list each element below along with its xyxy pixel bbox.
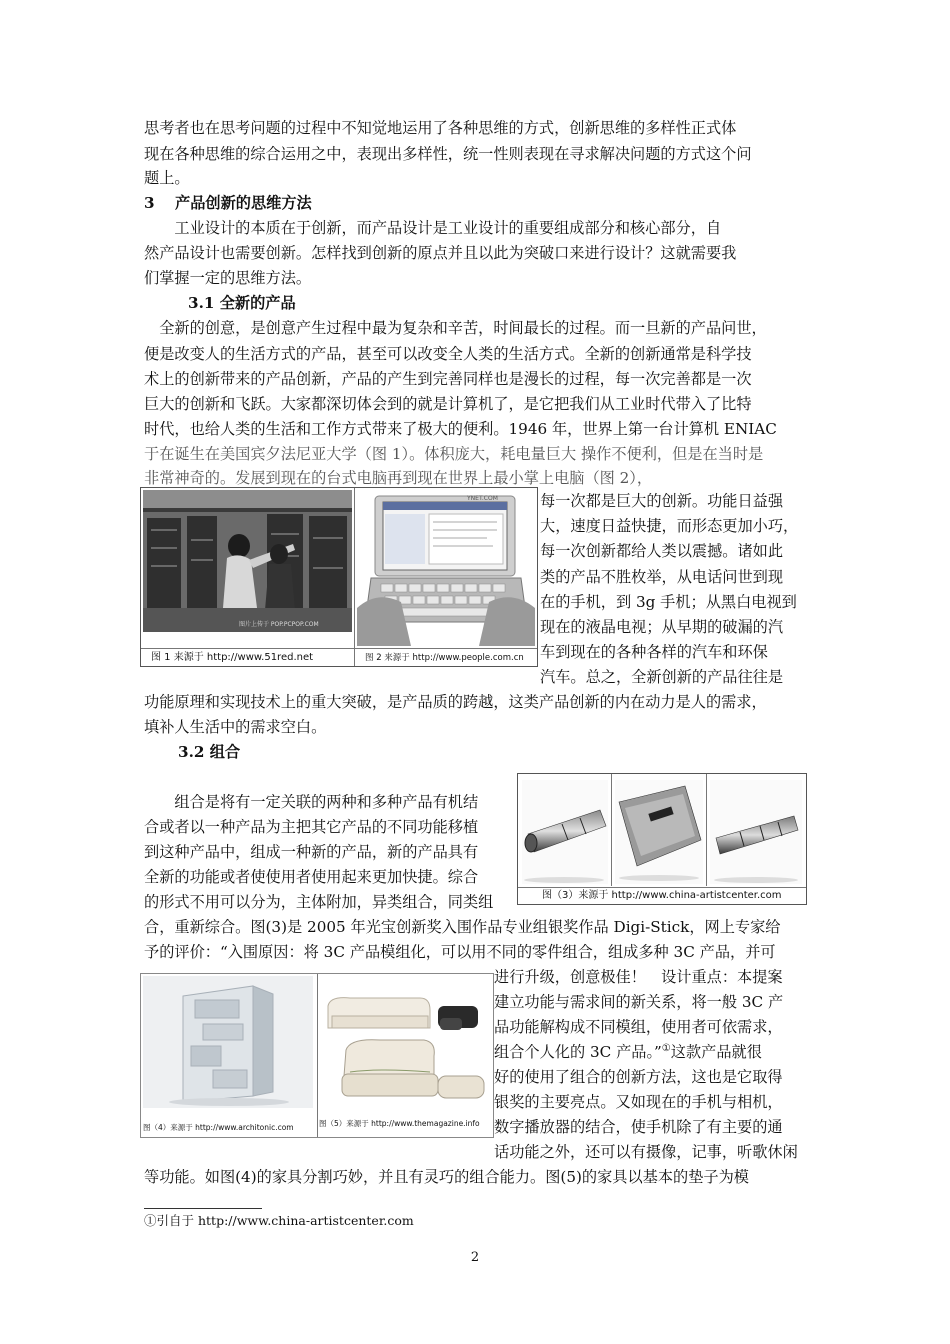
- right-4-tail: 这款产品就很: [670, 1043, 762, 1061]
- section-3-2-heading: 3.2 组合: [178, 743, 241, 761]
- section-3-2-left-1: 组合是将有一定关联的两种和多种产品有机结: [144, 793, 479, 811]
- side-line-6: 现在的液晶电视；从早期的破漏的汽: [540, 618, 783, 636]
- section-3-2-full-1: 合，重新综合。图(3)是 2005 年光宝创新奖入围作品专业组银奖作品 Digi-Stick，网上专家给: [144, 918, 781, 936]
- figure-1-2-frame: [140, 487, 538, 667]
- section-3-line-1: 工业设计的本质在于创新，而产品设计是工业设计的重要组成部分和核心部分，自: [144, 219, 722, 237]
- cushion-sofa-photo: [320, 976, 490, 1114]
- section-3-line-3: 们掌握一定的思维方法。: [144, 269, 312, 287]
- digi-stick-photo-1: [522, 780, 608, 884]
- side-line-8: 汽车。总之，全新创新的产品往往是: [540, 668, 783, 686]
- side-line-3: 每一次创新都给人类以震撼。诸如此: [540, 542, 783, 560]
- section-3-2-left-2: 合或者以一种产品为主把其它产品的不同功能移植: [144, 818, 479, 836]
- section-3-1-heading: 3.1 全新的产品: [188, 294, 296, 312]
- section-3-1-line-1: 全新的创意，是创意产生过程中最为复杂和辛苦，时间最长的过程。而一旦新的产品问世，: [144, 319, 767, 337]
- side-line-4: 类的产品不胜枚举，从电话问世到现: [540, 568, 783, 586]
- footnote-ref: ①: [661, 1042, 671, 1054]
- side-line-5: 在的手机，到 3g 手机；从黑白电视到: [540, 593, 797, 611]
- section-3-heading: 3 产品创新的思维方法: [144, 194, 312, 212]
- figure-5-caption: 图（5）来源于 http://www.themagazine.info: [319, 1119, 480, 1128]
- section-3-1-after-1: 功能原理和实现技术上的重大突破，是产品质的跨越，这类产品创新的内在动力是人的需求，: [144, 693, 767, 711]
- section-3-2-right-3: 品功能解构成不同模组，使用者可依需求，: [494, 1018, 783, 1036]
- intro-line-2: 现在各种思维的综合运用之中，表现出多样性，统一性则表现在寻求解决问题的方式这个问: [144, 145, 752, 163]
- intro-line-1: 思考者也在思考问题的过程中不知觉地运用了各种思维的方式，创新思维的多样性正式体: [144, 119, 737, 137]
- section-3-2-left-3: 到这种产品中，组成一种新的产品，新的产品具有: [144, 843, 479, 861]
- figure-4-caption: 图（4）来源于 http://www.architonic.com: [143, 1123, 294, 1132]
- section-3-2-right-2: 建立功能与需求间的新关系，将一般 3C 产: [494, 993, 784, 1011]
- section-3-2-last-line: 等功能。如图(4)的家具分割巧妙，并且有灵巧的组合能力。图(5)的家具以基本的垫子为模: [144, 1168, 749, 1186]
- digi-stick-photo-2: [615, 780, 703, 884]
- footnote: ①引自于 http://www.china-artistcenter.com: [144, 1213, 414, 1228]
- figure-4-5-frame: [140, 973, 494, 1138]
- fig1-watermark: 图片上传于 POP.PCPOP.COM: [239, 621, 319, 628]
- shelf-furniture-photo: [143, 976, 313, 1108]
- section-3-2-full-2: 予的评价：“入围原因：将 3C 产品模组化，可以用不同的零件组合，组成多种 3C 产品，并可: [144, 943, 776, 961]
- figure-1-caption: 图 1 来源于 http://www.51red.net: [151, 652, 314, 663]
- palmtop-photo: [357, 490, 535, 646]
- side-line-1: 每一次都是巨大的创新。功能日益强: [540, 492, 783, 510]
- section-3-2-right-5: 好的使用了组合的创新方法，这也是它取得: [494, 1068, 783, 1086]
- figure-3-caption: 图（3）来源于 http://www.china-artistcenter.com: [542, 890, 782, 901]
- fig2-watermark: YNET.COM: [467, 495, 498, 502]
- section-3-1-line-5: 时代，也给人类的生活和工作方式带来了极大的便利。1946 年，世界上第一台计算机 ENIAC: [144, 420, 777, 438]
- section-3-line-2: 然产品设计也需要创新。怎样找到创新的原点并且以此为突破口来进行设计？这就需要我: [144, 244, 737, 262]
- eniac-photo: [143, 490, 352, 632]
- section-3-1-line-4: 巨大的创新和飞跃。大家都深切体会到的就是计算机了，是它把我们从工业时代带入了比特: [144, 395, 752, 413]
- section-3-2-left-4: 全新的功能或者使使用者使用起来更加快捷。综合: [144, 868, 479, 886]
- digi-stick-photo-3: [710, 780, 802, 884]
- section-3-1-line-6: 于在诞生在美国宾夕法尼亚大学（图 1）。体积庞大，耗电量巨大 操作不便利，但是在当时是: [144, 445, 764, 463]
- section-3-1-line-2: 便是改变人的生活方式的产品，甚至可以改变全人类的生活方式。全新的创新通常是科学技: [144, 345, 752, 363]
- section-3-2-right-4: [494, 1042, 762, 1062]
- section-3-2-right-7: 数字播放器的结合，使手机除了有主要的通: [494, 1118, 783, 1136]
- side-line-7: 车到现在的各种各样的汽车和环保: [540, 643, 768, 661]
- section-3-2-right-8: 话功能之外，还可以有摄像，记事，听歌休闲: [494, 1143, 798, 1161]
- right-4-text: 组合个人化的 3C 产品。”: [494, 1043, 662, 1061]
- footnote-rule: [144, 1208, 262, 1209]
- figure-3-frame: [517, 773, 807, 905]
- section-3-2-left-5: 的形式不用可以分为，主体附加，异类组合，同类组: [144, 893, 494, 911]
- side-line-2: 大，速度日益快捷，而形态更加小巧，: [540, 517, 799, 535]
- section-3-2-right-1: 进行升级，创意极佳！ 设计重点：本提案: [494, 968, 783, 986]
- page-number: 2: [470, 1250, 480, 1265]
- section-3-1-after-2: 填补人生活中的需求空白。: [144, 718, 327, 736]
- figure-2-caption: 图 2 来源于 http://www.people.com.cn: [365, 653, 524, 663]
- section-3-1-line-3: 术上的创新带来的产品创新，产品的产生到完善同样也是漫长的过程，每一次完善都是一次: [144, 370, 752, 388]
- section-3-2-right-6: 银奖的主要亮点。又如现在的手机与相机，: [494, 1093, 783, 1111]
- section-3-1-line-7: 非常神奇的。发展到现在的台式电脑再到现在世界上最小掌上电脑（图 2），: [144, 469, 653, 487]
- intro-line-3: 题上。: [144, 169, 190, 187]
